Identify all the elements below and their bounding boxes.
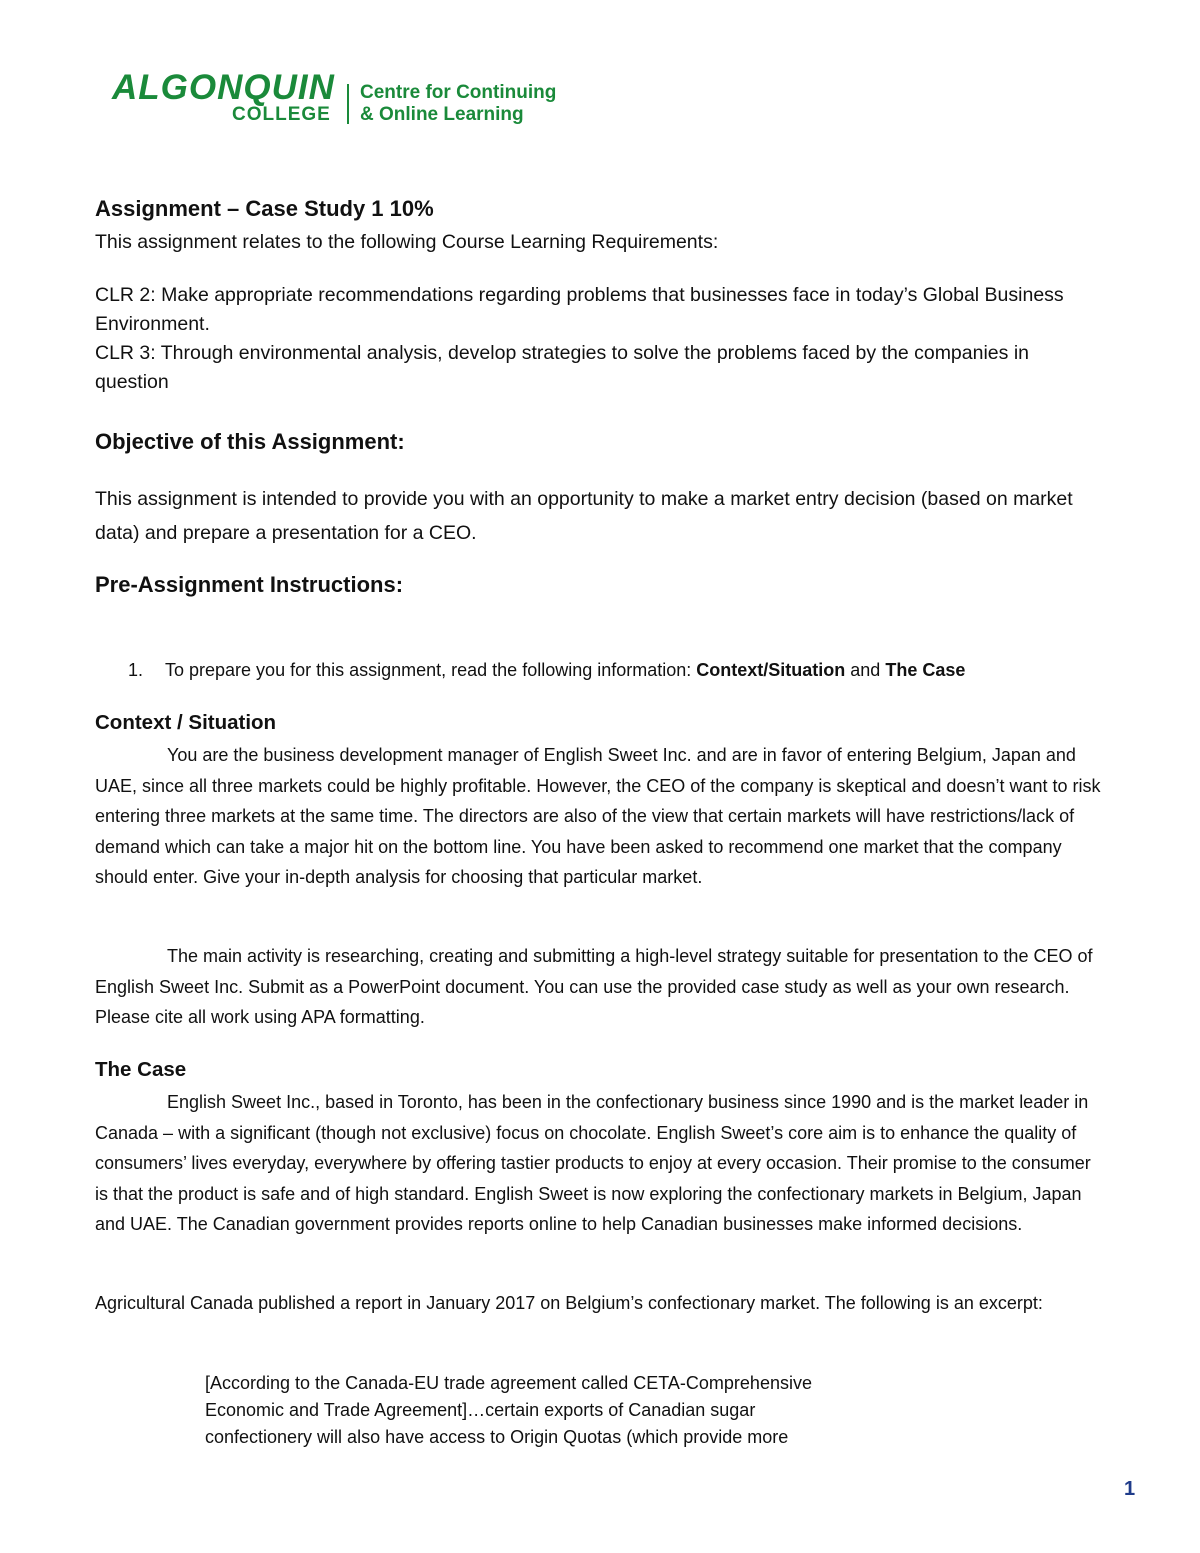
- clr3-text: CLR 3: Through environmental analysis, develop strategies to solve the problems faced by the companies in question: [95, 342, 1029, 393]
- quote-line-2: Economic and Trade Agreement]…certain exports of Canadian sugar: [205, 1400, 756, 1420]
- quote-line-1: [According to the Canada-EU trade agreement called CETA-Comprehensive: [205, 1373, 812, 1393]
- list-item-number: 1.: [128, 660, 144, 680]
- pre-assignment-heading: Pre-Assignment Instructions:: [95, 572, 404, 597]
- logo-centre-line2: & Online Learning: [360, 104, 524, 125]
- assignment-title: Assignment – Case Study 1 10%: [95, 196, 434, 221]
- logo-divider: [347, 84, 349, 124]
- list-item-and: and: [845, 660, 886, 680]
- quote-line-3: confectionery will also have access to Origin Quotas (which provide more: [205, 1427, 789, 1447]
- case-paragraph-2: Agricultural Canada published a report in January 2017 on Belgium’s confectionary market. The following is an excerpt:: [95, 1293, 1043, 1313]
- logo-wordmark: ALGONQUIN: [112, 68, 335, 107]
- algonquin-logo: [112, 70, 582, 130]
- logo-centre-line1: Centre for Continuing: [360, 82, 557, 103]
- case-paragraph-1: English Sweet Inc., based in Toronto, has been in the confectionary business since 1990 and is the market leader in Canada – with a significant (though not exclusive) focus on chocolate. English Sweet’s core aim is to enhance the quality of consumers’ lives everyday, everywhere by offering tastier products to enjoy at every occasion. Their promise to the consumer is that the product is safe and of high standard. English Sweet is now exploring the confectionary markets in Belgium, Japan and UAE. The Canadian government provides reports online to help Canadian businesses make informed decisions.: [95, 1092, 1091, 1234]
- list-item-context-link: Context/Situation: [696, 660, 846, 680]
- clr2-text: CLR 2: Make appropriate recommendations regarding problems that businesses face in today’s Global Business Environment.: [95, 284, 1064, 335]
- intro-text: This assignment relates to the following Course Learning Requirements:: [95, 231, 719, 253]
- list-item: [165, 655, 1105, 685]
- list-item-text: To prepare you for this assignment, read the following information:: [165, 660, 697, 680]
- context-paragraph-1: You are the business development manager of English Sweet Inc. and are in favor of entering Belgium, Japan and UAE, since all three markets could be highly profitable. However, the CEO of the company is skeptical and doesn’t want to risk entering three markets at the same time. The directors are also of the view that certain markets will have restrictions/lack of demand which can take a major hit on the bottom line. You have been asked to recommend one market that the company should enter. Give your in-depth analysis for choosing that particular market.: [95, 745, 1101, 887]
- list-item-case-link: The Case: [885, 660, 966, 680]
- case-heading: The Case: [95, 1058, 187, 1081]
- page-number: 1: [1124, 1478, 1136, 1500]
- context-paragraph-2: The main activity is researching, creating and submitting a high-level strategy suitable for presentation to the CEO of English Sweet Inc. Submit as a PowerPoint document. You can use the provided case study as well as your own research. Please cite all work using APA formatting.: [95, 946, 1093, 1027]
- logo-college: COLLEGE: [232, 104, 331, 125]
- objective-text: This assignment is intended to provide you with an opportunity to make a market entry decision (based on market data) and prepare a presentation for a CEO.: [95, 488, 1073, 544]
- objective-heading: Objective of this Assignment:: [95, 429, 405, 454]
- context-heading: Context / Situation: [95, 711, 277, 734]
